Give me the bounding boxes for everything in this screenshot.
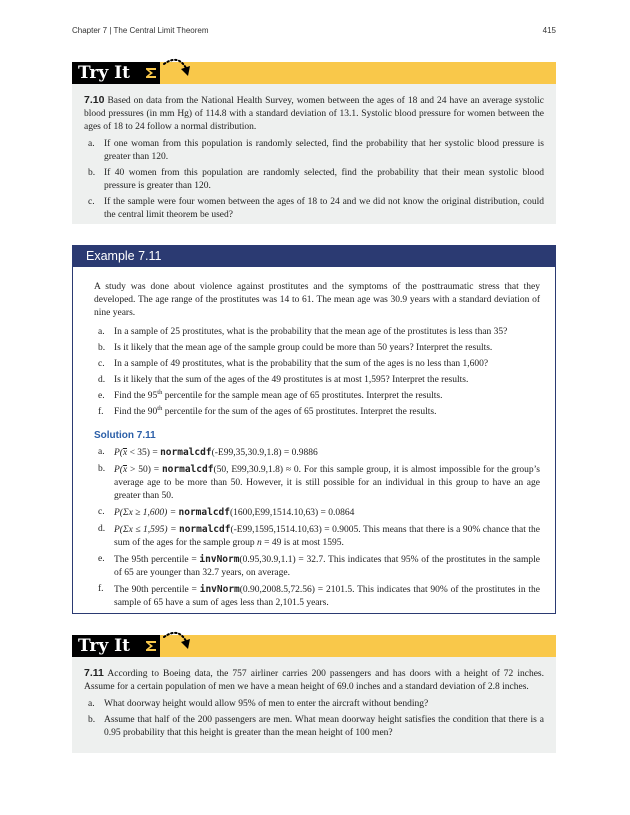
tryit-label: Try It xyxy=(72,635,160,657)
solution-list xyxy=(94,446,540,610)
question-list xyxy=(94,326,540,419)
dotted-arrow-icon xyxy=(160,54,196,84)
list-item: b. If 40 women from this population are randomly selected, find the probability that their mean systolic blood pressure is greater than 120. xyxy=(88,168,544,191)
solution-item: d. P(Σx ≤ 1,595) = normalcdf(-E99,1595,1514.10,63) = 0.9005. This means that there is a 90% chance that the sum of the ages for the sample group n = 49 is at most 1595. xyxy=(98,524,540,548)
sigma-icon xyxy=(142,64,160,82)
exercise-number: 7.10 xyxy=(84,94,105,106)
running-header xyxy=(72,26,556,38)
solution-item: b. P(x > 50) = normalcdf(50, E99,30.9,1.8) ≈ 0. For this sample group, it is almost impossible for the group’s average age to be more than 50. However, it is still possible for an individual in this group to have an age greater than 50. xyxy=(98,464,541,501)
list-item: a. What doorway height would allow 95% of men to enter the aircraft without bending? xyxy=(88,699,429,709)
list-item: c. In a sample of 49 prostitutes, what is the probability that the sum of the ages is no less than 1,600? xyxy=(98,359,489,369)
example-intro: A study was done about violence against prostitutes and the symptoms of the posttraumatic stress that they developed. The age range of the prostitutes was 14 to 61. The mean age was 30.9 years with a standard deviation of nine years. xyxy=(94,282,540,318)
list-item: d. Is it likely that the sum of the ages of the 49 prostitutes is at most 1,595? Interpret the results. xyxy=(98,375,469,385)
page-number: 415 xyxy=(542,26,556,35)
list-item: f. Find the 90th percentile for the sum of the ages of 65 prostitutes. Interpret the results. xyxy=(98,404,437,417)
question-list xyxy=(84,138,544,222)
exercise-number: 7.11 xyxy=(84,667,104,679)
tryit-intro: 7.11 According to Boeing data, the 757 airliner carries 200 passengers and has doors with a height of 72 inches. Assume for a certain population of men we have a mean height of 69.0 inches and a standard deviation of 2.8 inches. xyxy=(84,667,545,692)
question-list xyxy=(84,698,544,740)
list-item: a. In a sample of 25 prostitutes, what is the probability that the mean age of the prostitutes is less than 35? xyxy=(98,327,508,337)
chapter-title: Chapter 7 | The Central Limit Theorem xyxy=(72,26,209,35)
x-bar: x xyxy=(122,465,128,475)
tryit-intro: 7.10 Based on data from the National Health Survey, women between the ages of 18 and 24 have an average systolic blood pressures (in mm Hg) of 114.8 with a standard deviation of 13.1. Systolic blood pressure for women between the ages of 18 to 24 follow a normal distribution. xyxy=(84,94,545,132)
tryit-label: Try It xyxy=(72,62,160,84)
tryit-banner xyxy=(72,62,556,84)
tryit-banner xyxy=(72,635,556,657)
example-title: Example 7.11 xyxy=(72,245,556,267)
solution-item: e. The 95th percentile = invNorm(0.95,30.9,1.1) = 32.7. This indicates that 95% of the prostitutes in the sample of 65 are younger than 32.7 years, on average. xyxy=(98,554,540,578)
solution-item: a. P(x < 35) = normalcdf(-E99,35,30.9,1.8) = 0.9886 xyxy=(98,447,318,458)
list-item: a. If one woman from this population is randomly selected, find the probability that her systolic blood pressure is greater than 120. xyxy=(88,139,544,162)
list-item: e. Find the 95th percentile for the sample mean age of 65 prostitutes. Interpret the results. xyxy=(98,388,443,401)
list-item: c. If the sample were four women between the ages of 18 to 24 and we did not know the original distribution, could the central limit theorem be used? xyxy=(88,197,544,220)
list-item: b. Is it likely that the mean age of the sample group could be more than 50 years? Interpret the results. xyxy=(98,343,493,353)
tryit-panel xyxy=(72,84,556,224)
tryit-panel xyxy=(72,657,556,753)
example-body xyxy=(94,281,540,613)
x-bar: x xyxy=(122,448,128,458)
list-item: b. Assume that half of the 200 passengers are men. What mean doorway height satisfies the condition that there is a 0.95 probability that this height is greater than the mean height of 100 men? xyxy=(88,715,544,738)
solution-item: c. P(Σx ≥ 1,600) = normalcdf(1600,E99,1514.10,63) = 0.0864 xyxy=(98,507,355,518)
dotted-arrow-icon xyxy=(160,627,196,657)
solution-title: Solution 7.11 xyxy=(94,430,156,441)
sigma-icon xyxy=(142,637,160,655)
solution-item: f. The 90th percentile = invNorm(0.90,2008.5,72.56) = 2101.5. This indicates that 90% of the prostitutes in the sample of 65 have a sum of ages less than 2,101.5 years. xyxy=(98,584,540,608)
